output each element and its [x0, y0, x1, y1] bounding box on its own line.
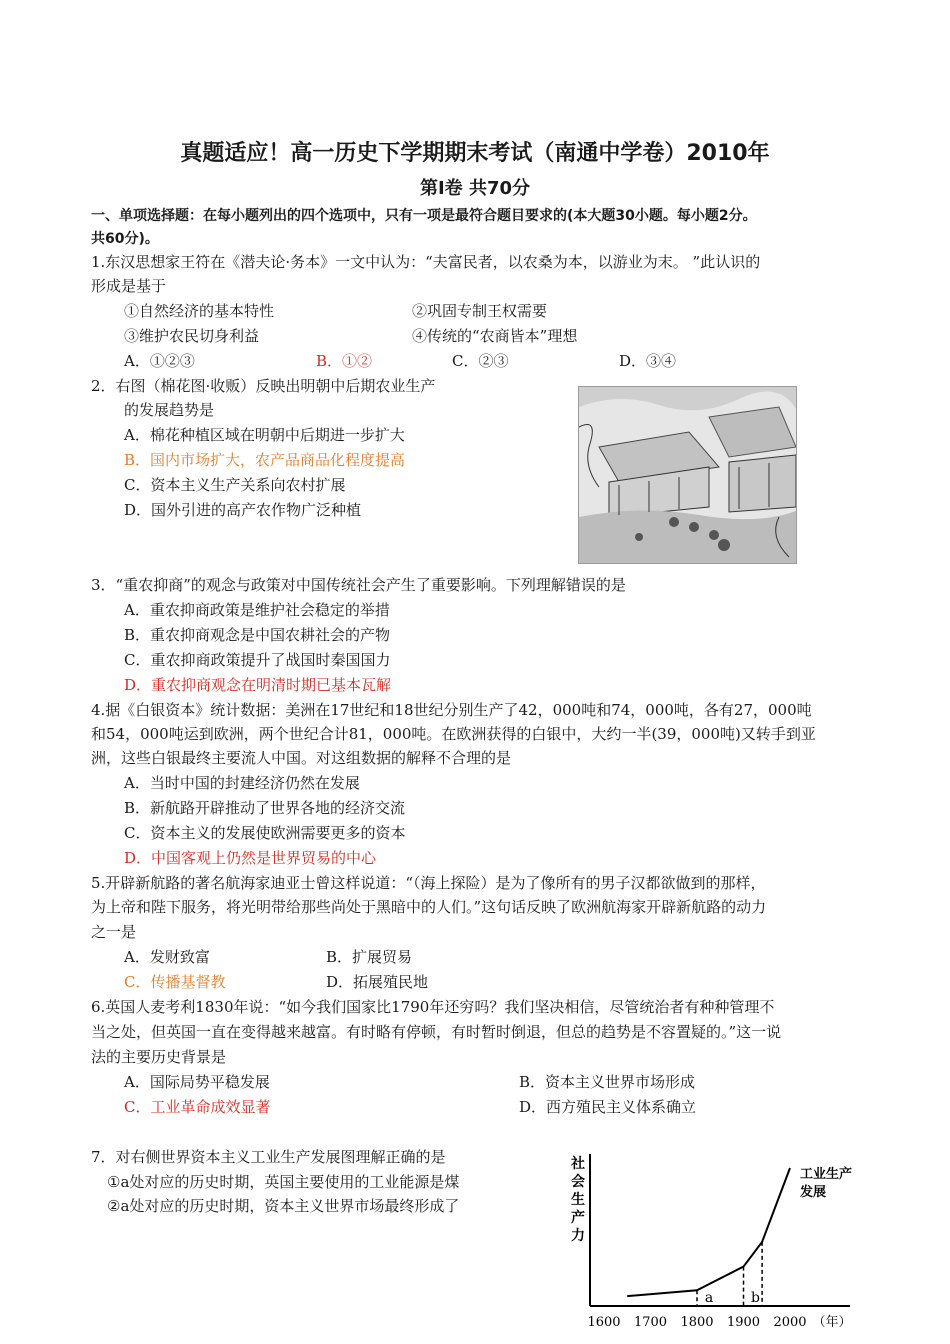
q4-option-d-answer: D．中国客观上仍然是世界贸易的中心	[124, 849, 377, 867]
q1-item-3: ③维护农民切身利益	[124, 327, 260, 345]
x-tick-label: 1800	[680, 1315, 714, 1330]
industrial-production-chart	[560, 1148, 890, 1338]
q3-option-c: C．重农抑商政策提升了战国时秦国国力	[124, 651, 391, 669]
series-line	[627, 1168, 790, 1296]
chart-ylabel-char: 生	[571, 1192, 585, 1208]
q6-stem-line3: 法的主要历史背景是	[91, 1048, 227, 1066]
q2-option-b-answer: B．国内市场扩大，农产品商品化程度提高	[124, 451, 406, 469]
x-tick-label: 2000	[773, 1315, 807, 1330]
q4-stem-line3: 洲，这些白银最终主要流人中国。对这组数据的解释不合理的是	[91, 749, 512, 767]
q1-option-a: A．①②③	[124, 352, 195, 370]
q3-option-d-answer: D．重农抑商观念在明清时期已基本瓦解	[124, 676, 392, 694]
chart-ylabel-char: 社	[571, 1156, 585, 1172]
chart-ylabel-char: 会	[571, 1174, 585, 1190]
page-subtitle: 第I卷 共70分	[419, 178, 530, 199]
q2-option-a: A．棉花种植区域在明朝中后期进一步扩大	[124, 426, 405, 444]
chart-ylabel-char: 产	[571, 1210, 585, 1226]
q1-option-b-answer: B．①②	[316, 352, 373, 370]
q6-stem-line1: 6.英国人麦考利1830年说：“如今我们国家比1790年还穷吗？我们坚决相信，尽管统治者有种种管理不	[91, 998, 775, 1016]
q6-option-c-answer: C．工业革命成效显著	[124, 1098, 271, 1116]
q5-option-d: D．拓展殖民地	[326, 973, 429, 991]
q4-option-a: A．当时中国的封建经济仍然在发展	[124, 774, 360, 792]
x-tick-label: 1600	[587, 1315, 621, 1330]
q5-option-b: B．扩展贸易	[326, 948, 413, 966]
q6-option-d: D．西方殖民主义体系确立	[519, 1098, 697, 1116]
q7-stem: 7．对右侧世界资本主义工业生产发展图理解正确的是	[91, 1148, 446, 1166]
marker-label: a	[704, 1290, 714, 1306]
q1-option-d: D．③④	[619, 352, 677, 370]
q2-stem-line1: 2．右图（棉花图·收贩）反映出明朝中后期农业生产	[91, 377, 436, 395]
q5-stem-line2: 为上帝和陛下服务，将光明带给那些尚处于黑暗中的人们。”这句话反映了欧洲航海家开辟新航路的动力	[91, 898, 767, 916]
q2-stem-line2: 的发展趋势是	[124, 401, 215, 419]
q5-stem-line3: 之一是	[91, 923, 137, 941]
q6-option-b: B．资本主义世界市场形成	[519, 1073, 696, 1091]
section-instruction-line1: 一、单项选择题：在每小题列出的四个选项中，只有一项是最符合题目要求的(本大题30小题。每小题2分。	[91, 208, 757, 224]
q1-stem-line1: 1.东汉思想家王符在《潜夫论·务本》一文中认为：“夫富民者，以农桑为本，以游业为末。 ”此认识的	[91, 253, 761, 271]
q5-option-a: A．发财致富	[124, 948, 210, 966]
q4-stem-line2: 和54，000吨运到欧洲，两个世纪合计81，000吨。在欧洲获得的白银中，大约一半(39，000吨)又转手到亚	[91, 725, 816, 743]
marker-label: b	[751, 1290, 760, 1306]
q2-option-d: D．国外引进的高产农作物广泛种植	[124, 501, 362, 519]
q5-stem-line1: 5.开辟新航路的著名航海家迪亚士曾这样说道：“（海上探险）是为了像所有的男子汉都欲做到的那样，	[91, 874, 766, 892]
chart-ylabel-char: 力	[571, 1228, 585, 1244]
q1-stem-line2: 形成是基于	[91, 277, 167, 295]
q1-option-c: C．②③	[452, 352, 509, 370]
q4-option-b: B．新航路开辟推动了世界各地的经济交流	[124, 799, 406, 817]
q4-option-c: C．资本主义的发展使欧洲需要更多的资本	[124, 824, 406, 842]
q5-option-c-answer: C．传播基督教	[124, 973, 226, 991]
series-name-label: 工业生产	[800, 1167, 853, 1182]
x-tick-label: 1700	[633, 1315, 668, 1330]
x-tick-label: 1900	[726, 1315, 761, 1330]
series-name-label: 发展	[800, 1185, 827, 1200]
q3-stem: 3．“重农抑商”的观念与政策对中国传统社会产生了重要影响。下列理解错误的是	[91, 576, 626, 594]
q6-option-a: A．国际局势平稳发展	[124, 1073, 270, 1091]
q7-item-1: ①a处对应的历史时期，英国主要使用的工业能源是煤	[107, 1173, 460, 1191]
q3-option-b: B．重农抑商观念是中国农耕社会的产物	[124, 626, 391, 644]
q1-item-1: ①自然经济的基本特性	[124, 302, 275, 320]
chart-ylabel	[570, 1155, 585, 1244]
cotton-painting-illustration	[579, 387, 796, 563]
page-title: 真题适应！高一历史下学期期末考试（南通中学卷）2010年	[180, 141, 770, 166]
q7-item-2: ②a处对应的历史时期，资本主义世界市场最终形成了	[107, 1197, 460, 1215]
section-instruction-line2: 共60分)。	[91, 231, 159, 247]
q4-stem-line1: 4.据《白银资本》统计数据：美洲在17世纪和18世纪分别生产了42，000吨和74，000吨，各有27，000吨	[91, 701, 812, 719]
q3-option-a: A．重农抑商政策是维护社会稳定的举措	[124, 601, 390, 619]
q1-item-4: ④传统的“农商皆本”理想	[412, 327, 578, 345]
q2-option-c: C．资本主义生产关系向农村扩展	[124, 476, 346, 494]
cotton-painting-image	[578, 386, 797, 564]
q6-stem-line2: 当之处，但英国一直在变得越来越富。有时略有停顿，有时暂时倒退，但总的趋势是不容置疑的。”这一说	[91, 1023, 782, 1041]
x-unit-label: （年）	[812, 1315, 852, 1330]
q1-item-2: ②巩固专制王权需要	[412, 302, 548, 320]
